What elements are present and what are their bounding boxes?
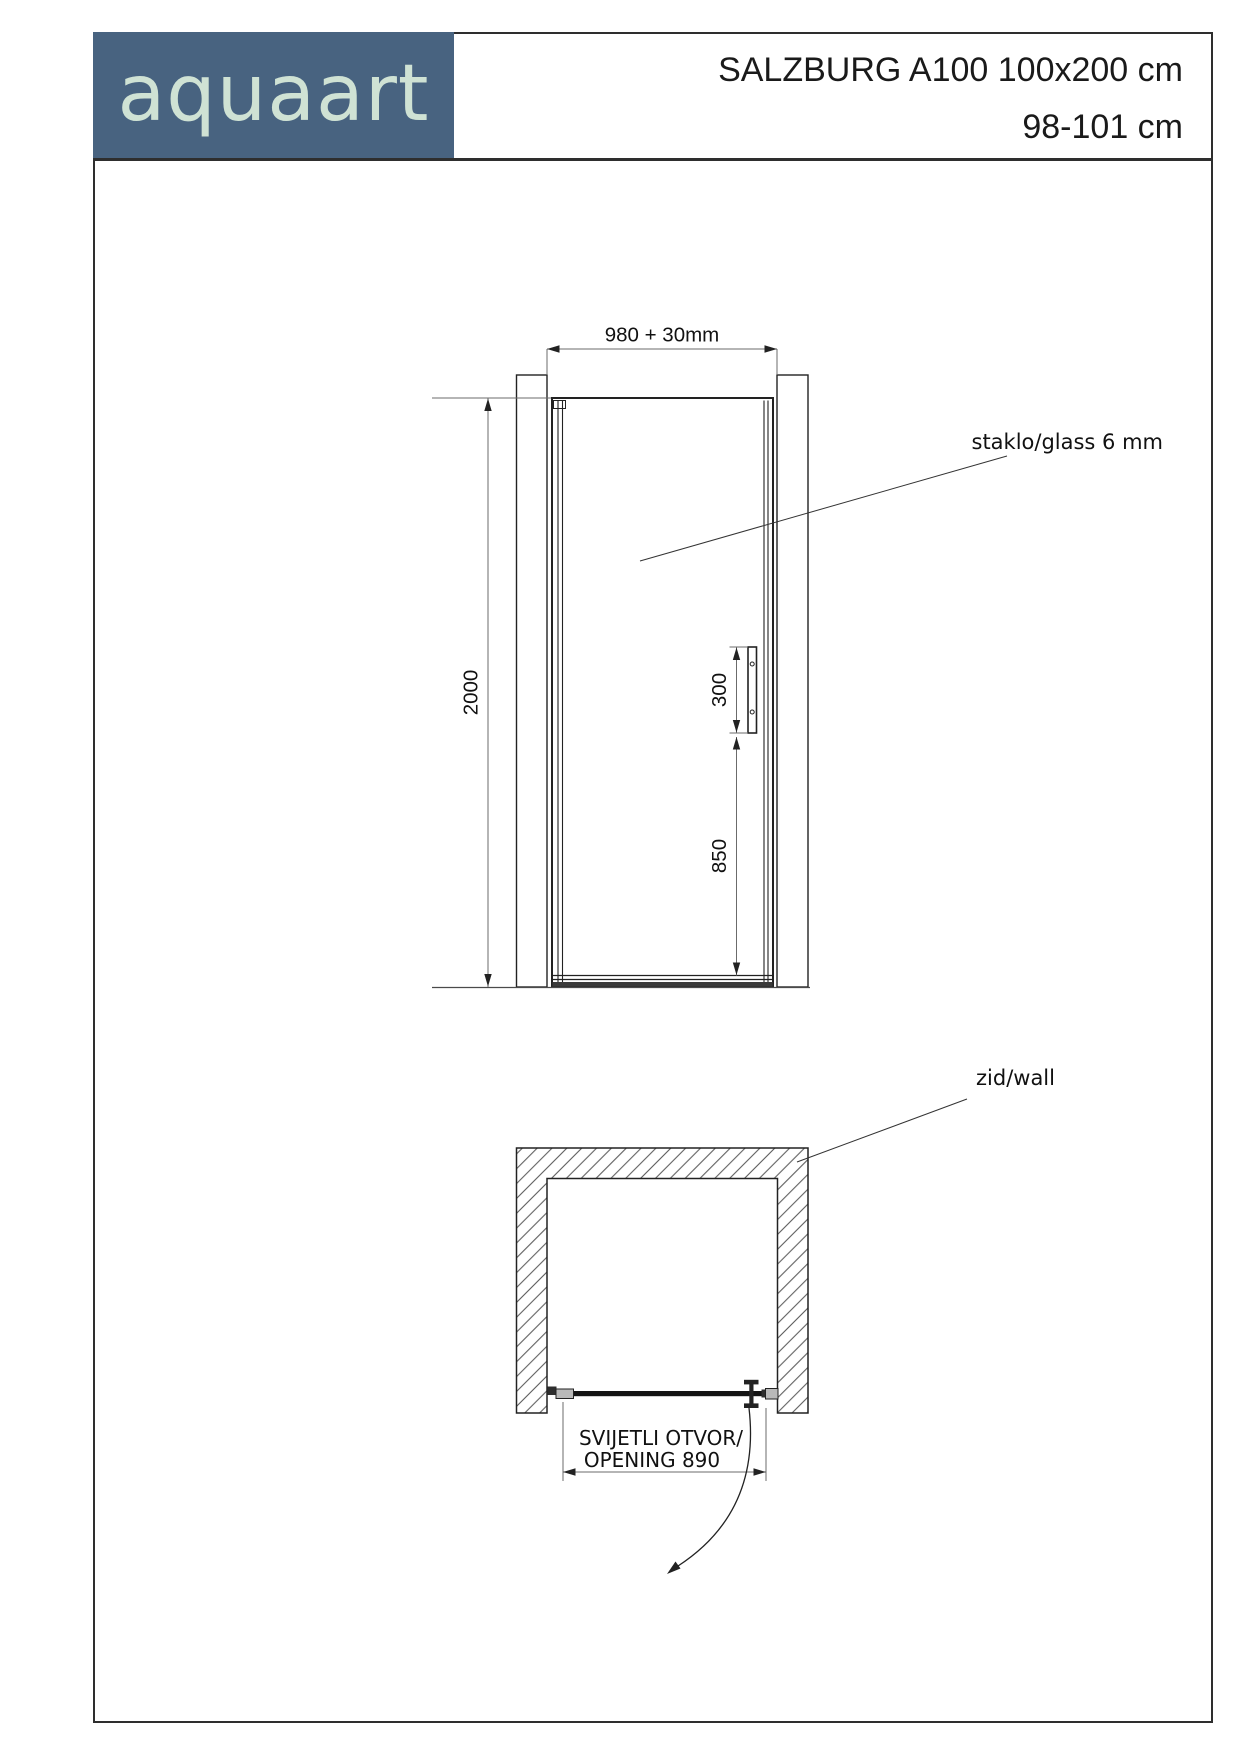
handle-bar <box>748 647 757 733</box>
hinge-block-dark <box>548 1387 557 1396</box>
glass-leader-line <box>640 456 1007 561</box>
dim-850-arrow-bottom <box>733 963 740 976</box>
wall-callout <box>797 1066 1055 1162</box>
dim-width-arrow-right <box>765 345 778 352</box>
opening-label-line2: OPENING 890 <box>583 1448 721 1472</box>
dim-height-arrow-top <box>484 399 491 412</box>
dim-300-arrow-bottom <box>733 720 740 733</box>
dimension-height <box>432 398 551 987</box>
dim-300-label: 300 <box>708 672 731 708</box>
product-title-line2: 98-101 cm <box>1022 108 1183 146</box>
dim-850-label: 850 <box>708 838 731 874</box>
dim-height-arrow-bottom <box>484 974 491 987</box>
glass-panel-plan <box>560 1391 767 1396</box>
dimension-width <box>547 324 777 375</box>
knob-cap-top <box>744 1380 759 1385</box>
opening-label-line1: SVIJETLI OTVOR/ <box>578 1426 744 1450</box>
dim-width-label: 980 + 30mm <box>604 323 720 347</box>
wall-section <box>517 1148 809 1413</box>
handle-screw-bottom <box>750 710 754 714</box>
dimension-handle-height <box>708 737 740 976</box>
elevation-view <box>432 324 1163 988</box>
door-handle <box>748 647 757 733</box>
dimension-handle-length <box>708 647 748 733</box>
hinge-bracket <box>556 1389 574 1399</box>
wall-bracket <box>766 1389 779 1400</box>
glass-label: staklo/glass 6 mm <box>971 430 1164 454</box>
door-plan <box>548 1380 779 1408</box>
knob-cap-bottom <box>744 1403 759 1408</box>
dim-height-label: 2000 <box>459 669 483 716</box>
left-wall-profile <box>517 375 548 987</box>
glass-callout <box>640 430 1163 561</box>
wall-leader-line <box>797 1099 967 1162</box>
dim-opening-arrow-right <box>754 1468 767 1475</box>
frame-outer <box>552 398 773 987</box>
bottom-sill-bar <box>553 982 773 987</box>
dim-850-arrow-top <box>733 737 740 750</box>
door-frame <box>552 398 773 987</box>
top-pivot-hinge <box>554 401 566 409</box>
dim-300-arrow-top <box>733 648 740 661</box>
handle-screw-top <box>750 662 754 666</box>
plan-view <box>517 1066 1055 1574</box>
wall-label: zid/wall <box>976 1066 1055 1090</box>
product-title-line1: SALZBURG A100 100x200 cm <box>718 51 1183 89</box>
brand-logo-text: aquaart <box>117 49 430 139</box>
right-wall-profile <box>777 375 808 987</box>
dimension-opening <box>563 1402 766 1481</box>
dim-opening-arrow-left <box>563 1468 576 1475</box>
knob-stem <box>749 1382 753 1407</box>
door-swing-arrowhead <box>667 1562 681 1575</box>
dim-width-arrow-left <box>547 345 560 352</box>
